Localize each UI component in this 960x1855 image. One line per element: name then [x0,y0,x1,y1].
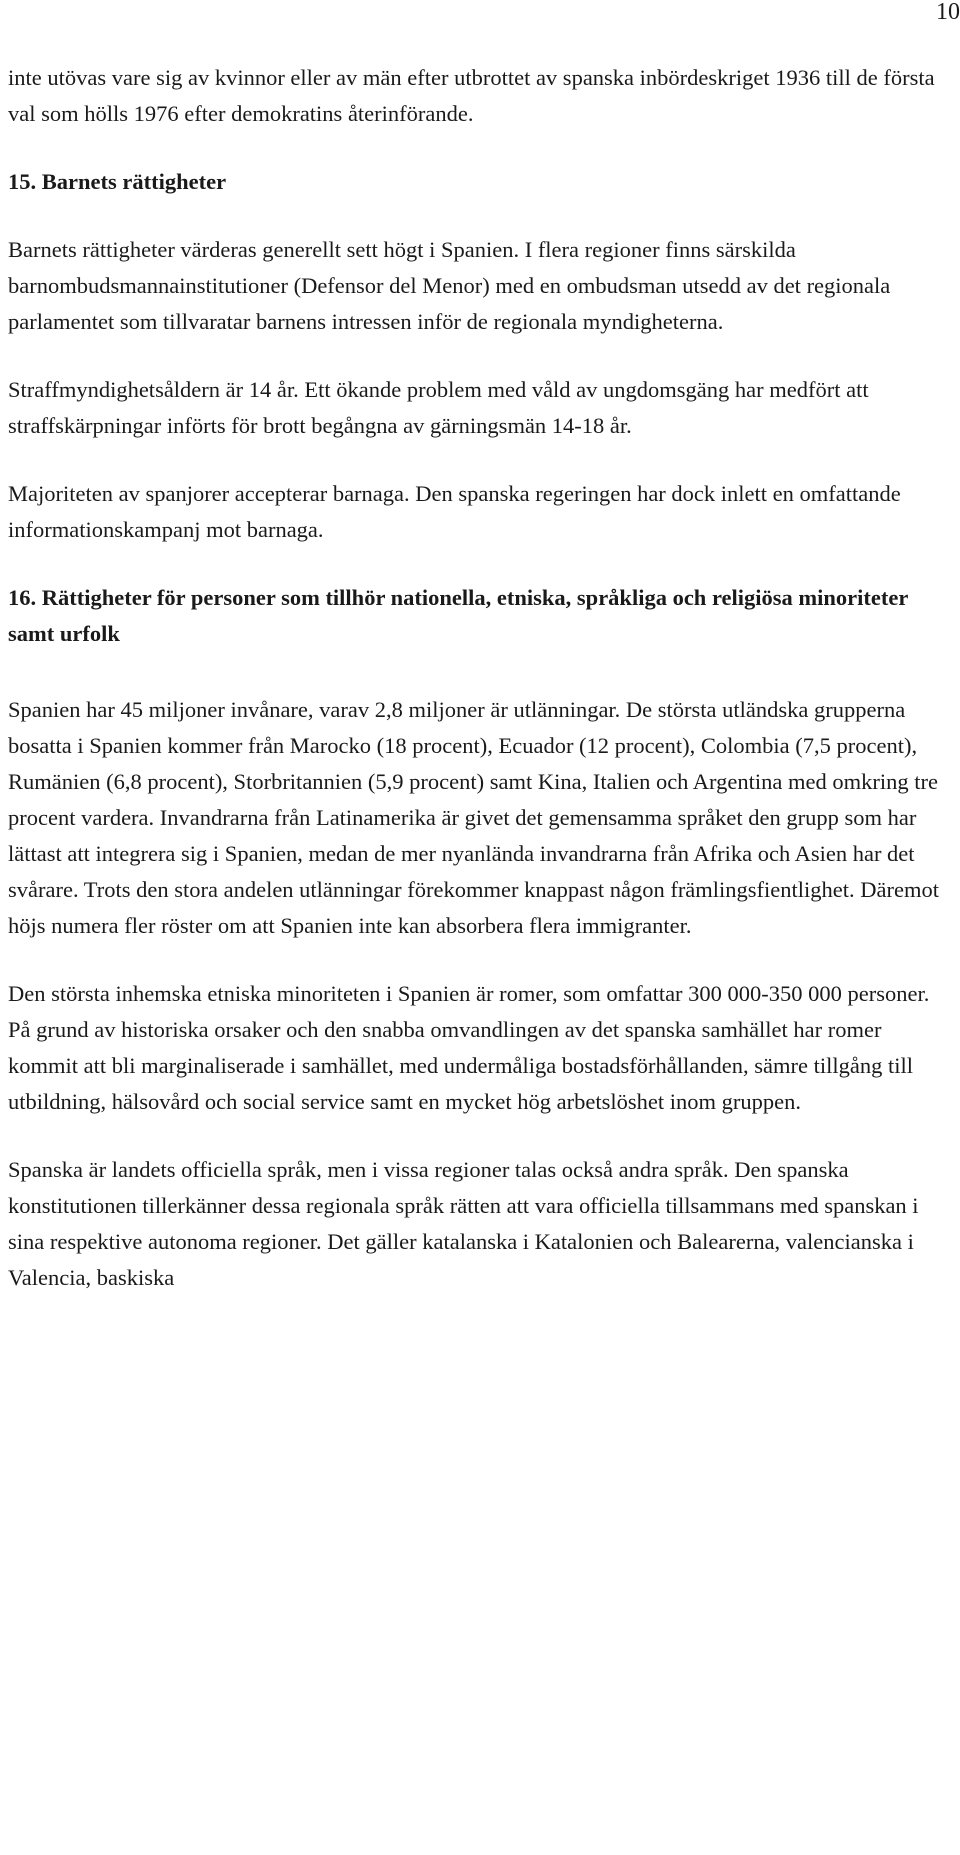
section-heading-15: 15. Barnets rättigheter [8,169,227,194]
paragraph-languages: Spanska är landets officiella språk, men i vissa regioner talas också andra språk. Den spanska konstitutionen tillerkänner dessa regionala språk rätten att vara officiella tillsammans med spanskan i sina respektive autonoma regioner. Det gäller katalanska i Katalonien och Balearerna, valencianska i Valencia, baskiska [8,1157,919,1290]
paragraph-corporal-punishment: Majoriteten av spanjorer accepterar barnaga. Den spanska regeringen har dock inlett en omfattande informationskampanj mot barnaga. [8,481,901,542]
section-heading-16: 16. Rättigheter för personer som tillhör nationella, etniska, språkliga och religiösa minoriteter samt urfolk [8,585,908,646]
paragraph-intro: inte utövas vare sig av kvinnor eller av män efter utbrottet av spanska inbördeskriget 1936 till de första val som hölls 1976 efter demokratins återinförande. [8,65,935,126]
paragraph-population: Spanien har 45 miljoner invånare, varav 2,8 miljoner är utlänningar. De största utländska grupperna bosatta i Spanien kommer från Marocko (18 procent), Ecuador (12 procent), Colombia (7,5 procent), Rumänien (6,8 procent), Storbritannien (5,9 procent) samt Kina, Italien och Argentina med omkring tre procent vardera. Invandrarna från Latinamerika är givet det gemensamma språket den grupp som har lättast att integrera sig i Spanien, medan de mer nyanlända invandrarna från Afrika och Asien har det svårare. Trots den stora andelen utlänningar förekommer knappast någon främlingsfientlighet. Däremot höjs numera fler röster om att Spanien inte kan absorbera flera immigranter. [8,697,939,938]
paragraph-children-rights: Barnets rättigheter värderas generellt sett högt i Spanien. I flera regioner finns särskilda barnombudsmannainstitutioner (Defensor del Menor) med en ombudsman utsedd av det regionala parlamentet som tillvaratar barnens intressen inför de regionala myndigheterna. [8,237,891,334]
paragraph-criminal-age: Straffmyndighetsåldern är 14 år. Ett ökande problem med våld av ungdomsgäng har medfört att straffskärpningar införts för brott begångna av gärningsmän 14-18 år. [8,377,869,438]
page-number: 10 [936,0,960,25]
document-body [8,60,953,1296]
paragraph-roma: Den största inhemska etniska minoriteten i Spanien är romer, som omfattar 300 000-350 000 personer. På grund av historiska orsaker och den snabba omvandlingen av det spanska samhället har romer kommit att bli marginaliserade i samhället, med undermåliga bostadsförhållanden, sämre tillgång till utbildning, hälsovård och social service samt en mycket hög arbetslöshet inom gruppen. [8,981,930,1114]
